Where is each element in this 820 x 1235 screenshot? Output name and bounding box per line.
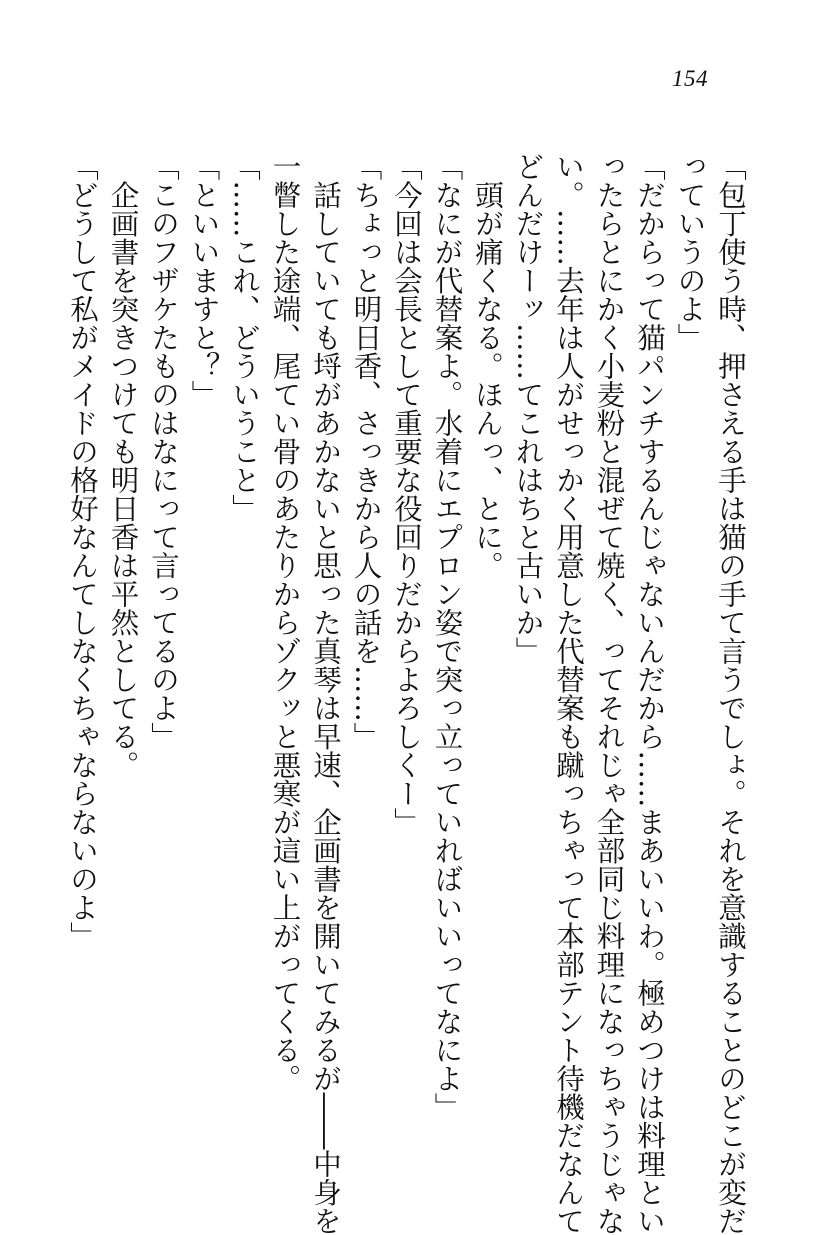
- text-line: 「といいますと？」: [187, 152, 221, 409]
- text-line: 「なにが代替案よ。水着にエプロン姿で突っ立っていればいいってなによ」: [430, 152, 464, 1121]
- text-line: 頭が痛くなる。ほんっ、とに。: [471, 152, 504, 580]
- vertical-text-body: [66, 152, 750, 1235]
- text-line: 「だからって猫パンチするんじゃないんだから……まあいいわ。極めつけは料理とい: [633, 152, 666, 1235]
- text-line: 「このフザケたものはなにって言ってるのよ」: [147, 152, 180, 751]
- text-line: 企画書を突きつけても明日香は平然としてる。: [106, 152, 140, 779]
- text-line: 「どうして私がメイドの格好なんてしなくちゃならないのよ」: [66, 152, 99, 950]
- text-line: っていうのよ」: [673, 152, 707, 352]
- text-line: 「……これ、どういうこと」: [228, 152, 261, 523]
- text-line: 話していても埒があかないと思った真琴は早速、企画書を開いてみるが――中身を: [309, 152, 342, 1235]
- text-line: 「包丁使う時、押さえる手は猫の手て言うでしょ。それを意識することのどこが変だ: [714, 152, 747, 1235]
- text-line: 「今回は会長として重要な役回りだからよろしくー」: [390, 152, 423, 836]
- page-number: 154: [672, 66, 708, 91]
- text-line: 一瞥した途端、尾てい骨のあたりからゾクッと悪寒が這い上がってくる。: [268, 152, 302, 1093]
- text-line: 「ちょっと明日香、さっきから人の話を……」: [349, 152, 383, 751]
- text-line: ったらとにかく小麦粉と混ぜて焼く、ってそれじゃ全部同じ料理になっちゃうじゃな: [592, 152, 626, 1235]
- text-line: どんだけーッ……てこれはちと古いか」: [511, 152, 545, 665]
- text-line: い。……去年は人がせっかく用意した代替案も蹴っちゃって本部テント待機だなんて: [552, 152, 585, 1235]
